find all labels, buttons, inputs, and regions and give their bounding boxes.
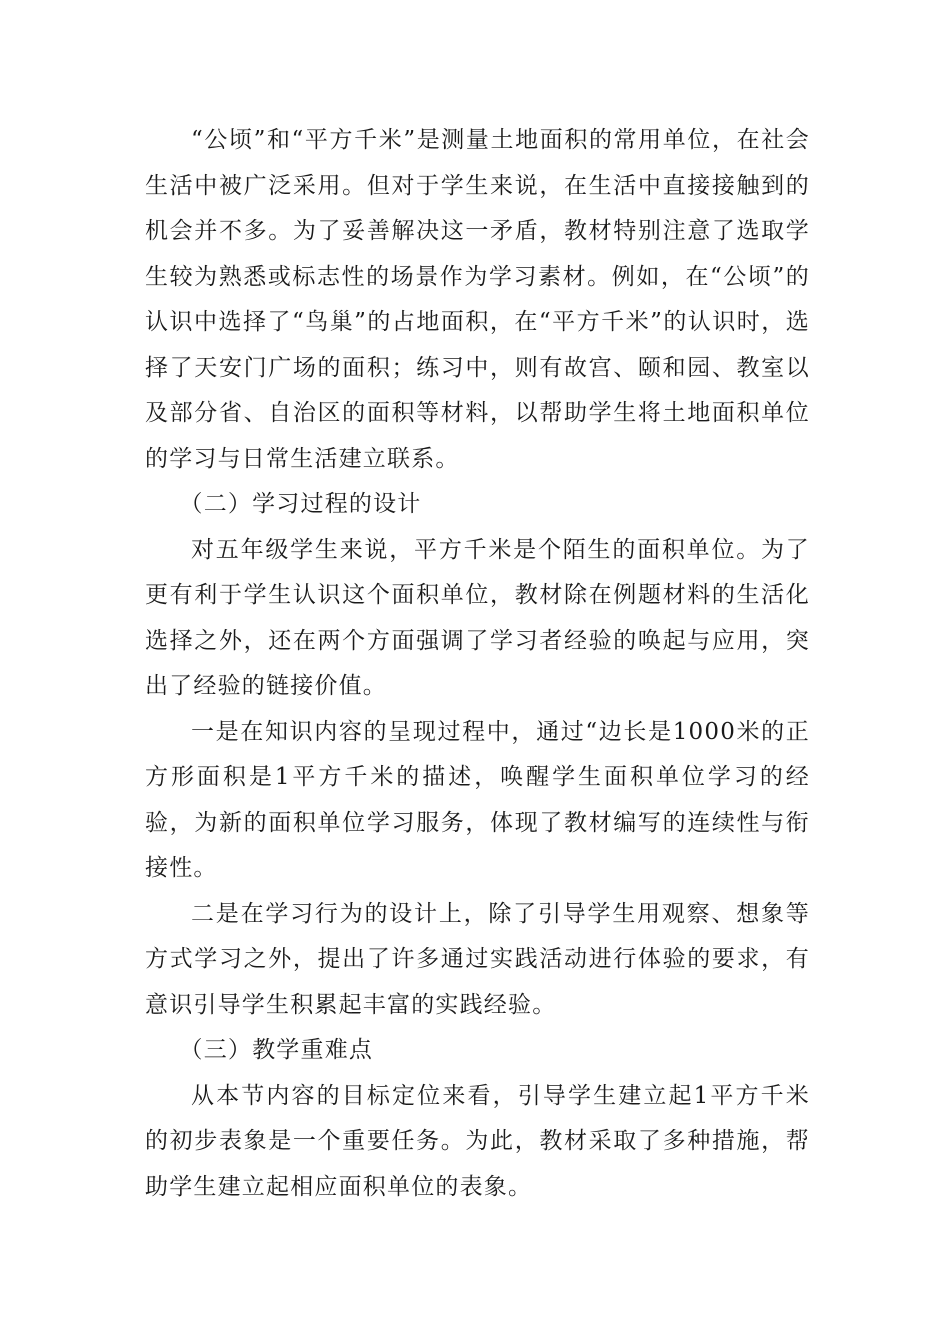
- paragraph-units-intro: “公顷”和“平方千米”是测量土地面积的常用单位，在社会生活中被广泛采用。但对于学生来说，在生活中直接接触到的机会并不多。为了妥善解决这一矛盾，教材特别注意了选取学生较为熟悉或标志性的场景作为学习素材。例如，在“公顷”的认识中选择了“鸟巢”的占地面积，在“平方千米”的认识时，选择了天安门广场的面积；练习中，则有故宫、颐和园、教室以及部分省、自治区的面积等材料，以帮助学生将土地面积单位的学习与日常生活建立联系。: [145, 127, 810, 472]
- paragraph-key-points: 从本节内容的目标定位来看，引导学生建立起1平方千米的初步表象是一个重要任务。为此，教材采取了多种措施，帮助学生建立起相应面积单位的表象。: [145, 1082, 810, 1200]
- document-body: [145, 118, 810, 1210]
- paragraph-point-one: 一是在知识内容的呈现过程中，通过“边长是1000米的正方形面积是1平方千米的描述，唤醒学生面积单位学习的经验，为新的面积单位学习服务，体现了教材编写的连续性与衔接性。: [145, 718, 810, 881]
- section-heading-learning-process: （二）学习过程的设计: [179, 491, 422, 517]
- section-heading-key-points: （三）教学重难点: [179, 1037, 374, 1063]
- paragraph-point-two: 二是在学习行为的设计上，除了引导学生用观察、想象等方式学习之外，提出了许多通过实践活动进行体验的要求，有意识引导学生积累起丰富的实践经验。: [145, 900, 810, 1018]
- paragraph-grade-five: 对五年级学生来说，平方千米是个陌生的面积单位。为了更有利于学生认识这个面积单位，教材除在例题材料的生活化选择之外，还在两个方面强调了学习者经验的唤起与应用，突出了经验的链接价值。: [145, 536, 810, 699]
